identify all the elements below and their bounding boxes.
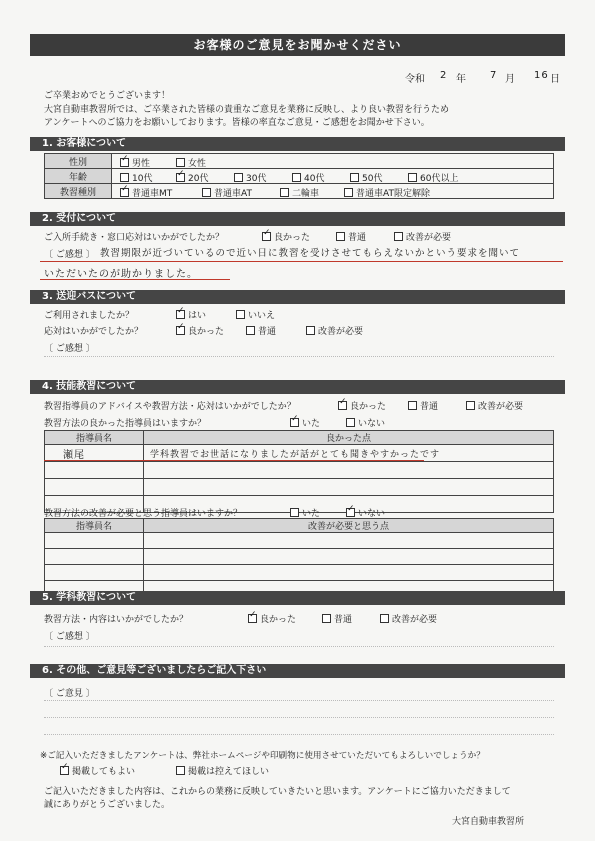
gender-male[interactable]: ✓ 男性 xyxy=(120,156,150,169)
section-6-header: 6. その他、ご意見等ございましたらご記入下さい xyxy=(30,664,565,678)
bus-service-needs-improvement[interactable]: 改善が必要 xyxy=(306,324,363,337)
reception-comment-line-2[interactable]: いただいたのが助かりました。 xyxy=(44,269,198,280)
checkbox-checked-icon[interactable] xyxy=(120,188,129,197)
date-month[interactable]: 7 xyxy=(490,70,498,81)
consent-allow[interactable]: ✓掲載してもよい xyxy=(60,764,135,777)
red-underline xyxy=(40,261,563,262)
checkbox-checked-icon[interactable] xyxy=(176,310,185,319)
checkbox-icon[interactable] xyxy=(306,326,315,335)
classroom-good[interactable]: ✓ 良かった xyxy=(248,612,296,625)
instructor-name-cell[interactable] xyxy=(45,462,144,479)
checkbox-icon[interactable] xyxy=(408,173,417,182)
course-at-limit-release[interactable]: 普通車AT限定解除 xyxy=(344,186,430,199)
instructor-name-cell[interactable] xyxy=(45,565,144,581)
bus-service-question: 応対はいかがでしたか？ xyxy=(44,327,144,337)
comment-line[interactable] xyxy=(44,646,554,647)
instructor-name-header: 指導員名 xyxy=(45,431,144,445)
checkbox-checked-icon[interactable] xyxy=(120,158,129,167)
checkbox-icon[interactable] xyxy=(120,173,129,182)
checkbox-icon[interactable] xyxy=(236,310,245,319)
age-options xyxy=(112,169,554,184)
classroom-question: 教習方法・内容はいかがでしたか？ xyxy=(44,615,189,625)
classroom-needs-improvement[interactable]: 改善が必要 xyxy=(380,612,437,625)
course-at[interactable]: 普通車AT xyxy=(202,186,252,199)
closing-line-2: 誠にありがとうございました。 xyxy=(44,800,171,810)
intro-line-1: ご卒業おめでとうございます！ xyxy=(44,91,171,101)
table-row xyxy=(45,479,554,496)
checkbox-icon[interactable] xyxy=(202,188,211,197)
checkbox-checked-icon[interactable] xyxy=(346,508,355,517)
reception-average[interactable]: 普通 xyxy=(336,230,366,243)
instructor-advice-question: 教習指導員のアドバイスや教習方法・応対はいかがでしたか？ xyxy=(44,402,296,412)
date-month-unit: 月 xyxy=(505,74,515,85)
checkbox-icon[interactable] xyxy=(290,508,299,517)
checkbox-icon[interactable] xyxy=(350,173,359,182)
instructor-name-cell[interactable] xyxy=(45,479,144,496)
other-comment-label: 〔 ご意見 〕 xyxy=(44,689,95,699)
comment-line[interactable] xyxy=(44,734,554,735)
checkbox-icon[interactable] xyxy=(292,173,301,182)
table-row xyxy=(45,533,554,549)
date-day-unit: 日 xyxy=(550,74,560,85)
good-instructor-yes[interactable]: ✓ いた xyxy=(290,416,320,429)
bus-service-good[interactable]: ✓ 良かった xyxy=(176,324,224,337)
checkbox-icon[interactable] xyxy=(234,173,243,182)
instructor-name-cell[interactable] xyxy=(45,533,144,549)
date-year-unit: 年 xyxy=(456,74,466,85)
section-3-header: 3. 送迎バスについて xyxy=(30,290,565,304)
comment-line[interactable] xyxy=(44,356,554,357)
instructor-advice-average[interactable]: 普通 xyxy=(408,399,438,412)
good-instructor-question: 教習方法の良かった指導員はいますか？ xyxy=(44,419,207,429)
red-underline xyxy=(44,460,424,461)
instructor-name-cell[interactable] xyxy=(45,549,144,565)
checkbox-icon[interactable] xyxy=(344,188,353,197)
table-row xyxy=(45,549,554,565)
checkbox-checked-icon[interactable] xyxy=(262,232,271,241)
closing-line-1: ご記入いただきました内容は、これからの業務に反映していきたいと思います。アンケートにご協力いただきまして xyxy=(44,787,511,797)
checkbox-icon[interactable] xyxy=(346,418,355,427)
consent-question: ※ご記入いただきましたアンケートは、弊社ホームページや印刷物に使用させていただいてもよろしいでしょうか？ xyxy=(40,751,485,761)
checkbox-icon[interactable] xyxy=(280,188,289,197)
improve-point-cell[interactable] xyxy=(144,549,554,565)
section-5-header: 5. 学科教習について xyxy=(30,591,565,605)
good-instructor-no[interactable]: いない xyxy=(346,416,385,429)
checkbox-checked-icon[interactable] xyxy=(176,326,185,335)
improve-point-cell[interactable] xyxy=(144,533,554,549)
bus-used-yes[interactable]: ✓ はい xyxy=(176,308,206,321)
reception-comment-line-1[interactable]: 教習期限が近づいているので近い日に教習を受けさせてもらえないかという要求を聞いて xyxy=(100,248,521,259)
improve-instructor-yes[interactable]: いた xyxy=(290,506,320,519)
improve-instructor-table xyxy=(44,518,554,597)
classroom-average[interactable]: 普通 xyxy=(322,612,352,625)
bus-comment-label: 〔 ご感想 〕 xyxy=(44,344,95,354)
form-title: お客様のご意見をお聞かせください xyxy=(30,34,565,56)
course-mt[interactable]: ✓ 普通車MT xyxy=(120,186,172,199)
checkbox-checked-icon[interactable] xyxy=(290,418,299,427)
age-10s[interactable]: 10代 xyxy=(120,171,152,184)
section-2-header: 2. 受付について xyxy=(30,212,565,226)
intro-line-2: 大宮自動車教習所では、ご卒業された皆様の貴重なご意見を業務に反映し、より良い教習を行うため xyxy=(44,105,450,115)
good-point-cell[interactable] xyxy=(144,479,554,496)
improve-instructor-question: 教習方法の改善が必要と思う指導員はいますか？ xyxy=(44,509,243,519)
date-year[interactable]: 2 xyxy=(440,70,448,81)
course-type-label: 教習種別 xyxy=(45,184,112,199)
age-label: 年齢 xyxy=(45,169,112,184)
checkbox-checked-icon[interactable] xyxy=(60,766,69,775)
checkbox-checked-icon[interactable] xyxy=(176,173,185,182)
checkbox-icon[interactable] xyxy=(466,401,475,410)
signature: 大宮自動車教習所 xyxy=(452,817,525,827)
bus-used-question: ご利用されましたか？ xyxy=(44,311,135,321)
bus-used-no[interactable]: いいえ xyxy=(236,308,275,321)
checkbox-icon[interactable] xyxy=(408,401,417,410)
gender-female[interactable]: 女性 xyxy=(176,156,206,169)
customer-info-table xyxy=(44,153,554,199)
bus-service-average[interactable]: 普通 xyxy=(246,324,276,337)
checkbox-icon[interactable] xyxy=(394,232,403,241)
age-20s[interactable]: ✓ 20代 xyxy=(176,171,208,184)
checkbox-icon[interactable] xyxy=(380,614,389,623)
section-4-header: 4. 技能教習について xyxy=(30,380,565,394)
age-60s-plus[interactable]: 60代以上 xyxy=(408,171,458,184)
course-motorcycle[interactable]: 二輪車 xyxy=(280,186,319,199)
checkbox-checked-icon[interactable] xyxy=(248,614,257,623)
improve-point-header: 改善が必要と思う点 xyxy=(144,519,554,533)
instructor-advice-needs-improvement[interactable]: 改善が必要 xyxy=(466,399,523,412)
improve-instructor-no[interactable]: ✓ いない xyxy=(346,506,385,519)
age-30s[interactable]: 30代 xyxy=(234,171,266,184)
section-1-header: 1. お客様について xyxy=(30,137,565,151)
checkbox-icon[interactable] xyxy=(336,232,345,241)
date-era: 令和 xyxy=(405,74,425,85)
instructor-advice-good[interactable]: ✓ 良かった xyxy=(338,399,386,412)
improve-point-cell[interactable] xyxy=(144,565,554,581)
checkbox-icon[interactable] xyxy=(246,326,255,335)
table-row xyxy=(45,565,554,581)
age-40s[interactable]: 40代 xyxy=(292,171,324,184)
gender-label: 性別 xyxy=(45,154,112,169)
table-row xyxy=(45,462,554,479)
consent-decline[interactable]: 掲載は控えてほしい xyxy=(176,764,269,777)
good-point-header: 良かった点 xyxy=(144,431,554,445)
gender-options xyxy=(112,154,554,169)
age-50s[interactable]: 50代 xyxy=(350,171,382,184)
classroom-comment-label: 〔 ご感想 〕 xyxy=(44,632,95,642)
reception-needs-improvement[interactable]: 改善が必要 xyxy=(394,230,451,243)
checkbox-icon[interactable] xyxy=(176,766,185,775)
good-instructor-table xyxy=(44,430,554,513)
good-point-cell[interactable] xyxy=(144,462,554,479)
red-underline xyxy=(40,279,230,280)
comment-line[interactable] xyxy=(44,700,554,701)
comment-line[interactable] xyxy=(44,717,554,718)
table-row xyxy=(45,445,554,462)
instructor-name-cell[interactable]: 瀬尾 xyxy=(45,445,144,462)
checkbox-checked-icon[interactable] xyxy=(338,401,347,410)
reception-comment-label: 〔 ご感想 〕 xyxy=(44,250,95,260)
checkbox-icon[interactable] xyxy=(322,614,331,623)
intro-line-3: アンケートへのご協力をお願いしております。皆様の率直なご意見・ご感想をお聞かせ下さい。 xyxy=(44,118,430,128)
checkbox-icon[interactable] xyxy=(176,158,185,167)
reception-good[interactable]: ✓ 良かった xyxy=(262,230,310,243)
course-type-options xyxy=(112,184,554,199)
instructor-name-header: 指導員名 xyxy=(45,519,144,533)
reception-question: ご入所手続き・窓口応対はいかがでしたか？ xyxy=(44,233,225,243)
date-day[interactable]: 16 xyxy=(534,70,549,81)
good-point-cell[interactable]: 学科教習でお世話になりましたが話がとても聞きやすかったです xyxy=(144,445,554,462)
